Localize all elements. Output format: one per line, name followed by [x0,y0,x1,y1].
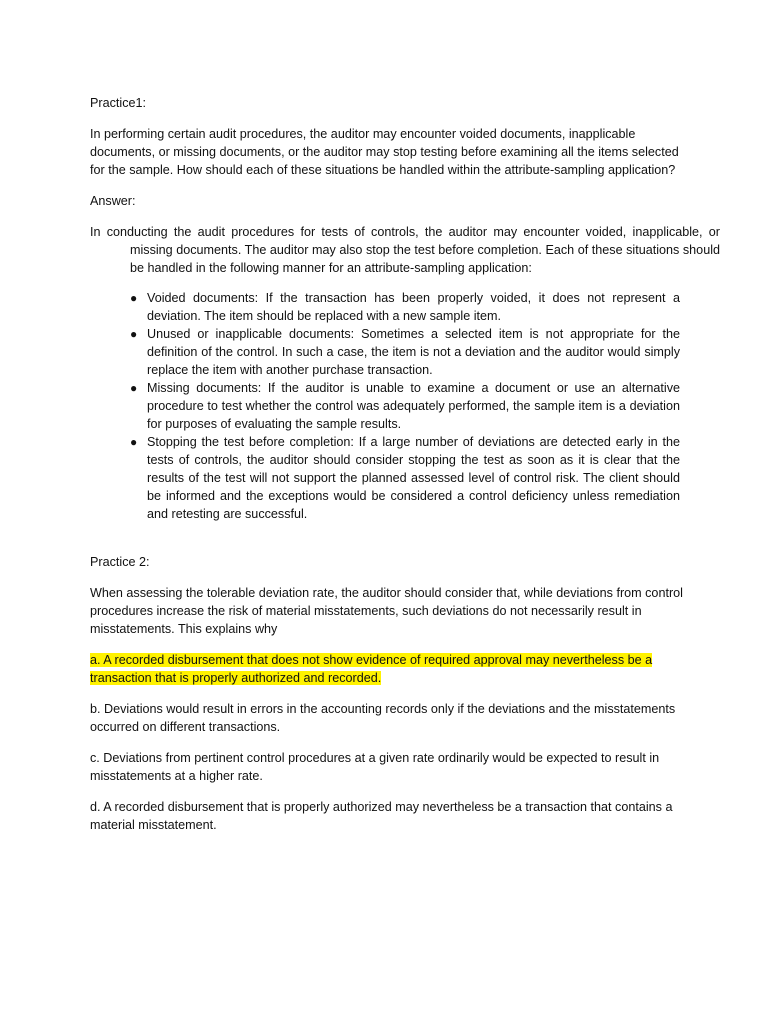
choice-d: d. A recorded disbursement that is properly authorized may nevertheless be a transaction that contains a material misstatement. [90,800,673,832]
bullet-icon: ● [130,381,138,395]
bullet-icon: ● [130,291,138,305]
choice-a [90,651,690,687]
practice2-stem: When assessing the tolerable deviation rate, the auditor should consider that, while deviations from control procedures increase the risk of material misstatements, such deviations do not necessarily result in misstatements. This explains why [90,586,683,636]
choice-b: b. Deviations would result in errors in the accounting records only if the deviations and the misstatements occurred on different transactions. [90,702,676,734]
practice1-question: In performing certain audit procedures, the auditor may encounter voided documents, inapplicable documents, or missing documents, or the auditor may stop testing before examining all the items selected for the sample. How should each of these situations be handled within the attribute-sampling application? [90,127,679,177]
document-page [90,94,720,847]
bullet-text: Missing documents: If the auditor is unable to examine a document or use an alternative procedure to test whether the control was adequately performed, the sample item is a deviation for purposes of evaluating the sample results. [147,381,680,431]
bullet-item-missing [128,379,680,433]
bullet-text: Voided documents: If the transaction has been properly voided, it does not represent a deviation. The item should be replaced with a new sample item. [147,291,680,323]
bullet-item-stopping [128,433,680,523]
section-spacer [90,523,690,553]
bullet-icon: ● [130,327,138,341]
answer-bullet-list [128,289,680,523]
highlighted-answer: a. A recorded disbursement that does not show evidence of required approval may nevertheless be a transaction that is properly authorized and recorded. [90,653,653,685]
bullet-icon: ● [130,435,138,449]
bullet-text: Unused or inapplicable documents: Sometimes a selected item is not appropriate for the definition of the control. In such a case, the item is not a deviation and the auditor would simply replace the item with another purchase transaction. [147,327,680,377]
answer-intro: In conducting the audit procedures for tests of controls, the auditor may encounter voided, inapplicable, or missing documents. The auditor may also stop the test before completion. Each of these situations should be handled in the following manner for an attribute-sampling application: [90,225,720,275]
practice1-title: Practice1: [90,96,146,110]
answer-title: Answer: [90,194,136,208]
choice-c: c. Deviations from pertinent control procedures at a given rate ordinarily would be expected to result in misstatements at a higher rate. [90,751,660,783]
bullet-item-unused [128,325,680,379]
practice2-title: Practice 2: [90,555,150,569]
bullet-text: Stopping the test before completion: If a large number of deviations are detected early in the tests of controls, the auditor should consider stopping the test as soon as it is clear that the results of the test will not support the planned assessed level of control risk. The client should be informed and the exceptions would be considered a control deficiency unless remediation and retesting are successful. [147,435,680,521]
bullet-item-voided [128,289,680,325]
